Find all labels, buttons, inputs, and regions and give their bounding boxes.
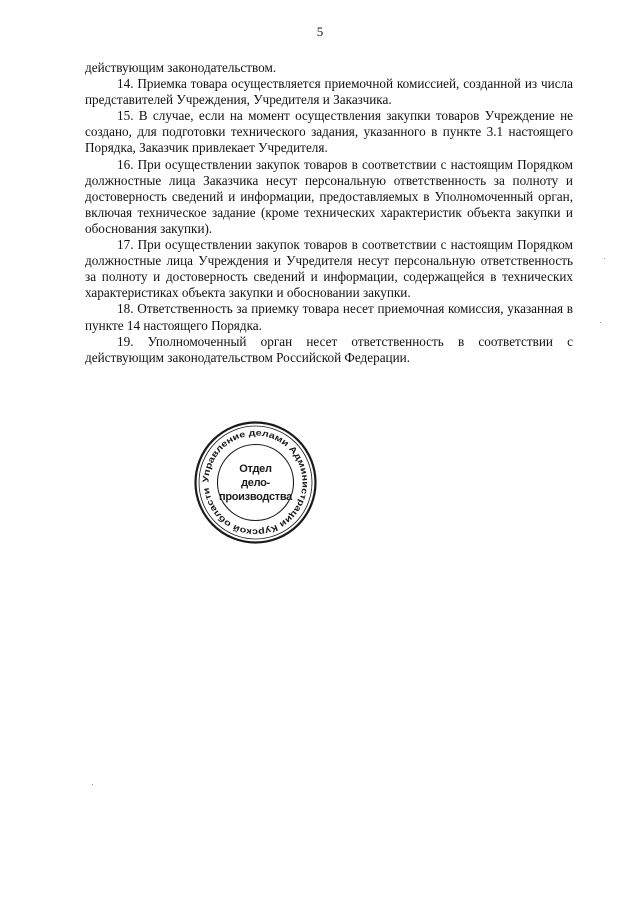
- paragraph-19: 19. Уполномоченный орган несет ответственность в соответствии с действующим законодательством Российской Федерации.: [85, 333, 573, 365]
- paragraph-18: 18. Ответственность за приемку товара несет приемочная комиссия, указанная в пункте 14 настоящего Порядка.: [85, 301, 573, 333]
- stamp-ring-text: Управление делами Администрации Курской области: [200, 427, 311, 538]
- stamp-center-line: дело-: [241, 476, 270, 489]
- scan-speck: [604, 258, 605, 259]
- paragraph-16: 16. При осуществлении закупок товаров в соответствии с настоящим Порядком должностные лица Заказчика несут персональную ответственность за полноту и достоверность сведений и информации, предоставляемых в Уполномоченный орган, включая техническое задание (кроме технических характеристик объекта закупки и обоснования закупки).: [85, 156, 573, 236]
- document-body: [85, 60, 573, 366]
- official-stamp: [193, 420, 318, 545]
- paragraph-17: 17. При осуществлении закупок товаров в соответствии с настоящим Порядком должностные лица Учреждения и Учредителя несут персональную ответственность за полноту и достоверность сведений и информации, содержащейся в технических характеристиках объекта закупки и обосновании закупки.: [85, 237, 573, 301]
- paragraph-15: 15. В случае, если на момент осуществления закупки товаров Учреждение не создано, для подготовки технического задания, указанного в пункте 3.1 настоящего Порядка, Заказчик привлекает Учредителя.: [85, 108, 573, 156]
- stamp-center-line: производства: [219, 490, 292, 503]
- paragraph-14: 14. Приемка товара осуществляется приемочной комиссией, созданной из числа представителей Учреждения, Учредителя и Заказчика.: [85, 76, 573, 108]
- paragraph-continuation: действующим законодательством.: [85, 60, 277, 75]
- stamp-center-line: Отдел: [239, 462, 272, 475]
- scan-speck: [92, 784, 93, 785]
- scan-speck: [600, 322, 601, 323]
- page-number: 5: [316, 24, 324, 39]
- stamp-center-text: [193, 420, 318, 545]
